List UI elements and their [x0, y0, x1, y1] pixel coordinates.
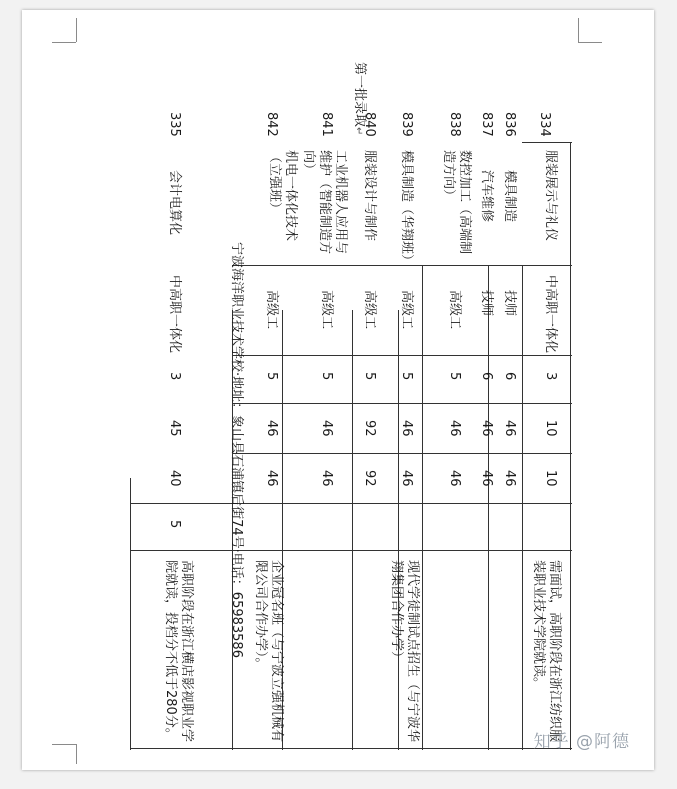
type-cell: 高级工	[362, 290, 377, 330]
row-id: 840	[362, 112, 377, 137]
value-cell: 46	[319, 470, 334, 487]
value-cell: 46	[502, 470, 517, 487]
note-cell: 现代学徒制试点招生（与宁波华翔集团合作办学）	[389, 560, 420, 743]
table-border	[522, 142, 572, 143]
value-cell: 46	[319, 420, 334, 437]
value-cell: 3	[543, 372, 558, 381]
value-cell: 46	[264, 470, 279, 487]
type-cell: 高级工	[399, 290, 414, 330]
value-cell: 46	[447, 420, 462, 437]
row-id: 841	[319, 112, 334, 137]
table-border	[422, 265, 423, 750]
note-cell: 高职阶段在浙江横店影视职业学院就读，投档分不低于280分。	[163, 560, 194, 743]
section-label: 第一批录取↵	[352, 62, 367, 136]
value-cell: 5	[167, 520, 182, 529]
crop-mark	[52, 744, 76, 745]
type-cell: 中高职一体化	[543, 275, 558, 354]
major-cell: 模具制造	[502, 170, 517, 223]
value-cell: 46	[399, 420, 414, 437]
value-cell: 45	[167, 420, 182, 437]
table-border	[352, 310, 353, 750]
value-cell: 46	[447, 470, 462, 487]
row-id: 335	[167, 112, 182, 137]
value-cell: 10	[543, 420, 558, 437]
major-cell: 模具制造（华翔班）	[399, 150, 414, 268]
crop-mark	[76, 18, 77, 42]
crop-mark	[76, 744, 77, 764]
value-cell: 92	[362, 470, 377, 487]
value-cell: 46	[399, 470, 414, 487]
major-cell: 汽车维修	[479, 170, 494, 223]
row-id: 334	[537, 112, 552, 137]
table-border	[232, 355, 572, 356]
table-border	[130, 503, 572, 504]
type-cell: 技师	[502, 290, 517, 317]
row-id: 836	[502, 112, 517, 137]
value-cell: 46	[479, 420, 494, 437]
value-cell: 6	[479, 372, 494, 381]
note-cell: 企业冠名班（与宁波立强机械有限公司合作办学）。	[253, 560, 284, 743]
value-cell: 5	[319, 372, 334, 381]
type-cell: 高级工	[264, 290, 279, 330]
type-cell: 技师	[479, 290, 494, 317]
note-cell: 需面试，高职阶段在浙江纺织服装职业技术学院就读。	[531, 560, 562, 743]
table-border	[488, 265, 489, 750]
major-cell: 会计电算化	[167, 170, 182, 236]
value-cell: 5	[264, 372, 279, 381]
row-id: 837	[479, 112, 494, 137]
major-cell: 工业机器人应用与维护（智能制造方向）	[301, 150, 348, 255]
table-border	[130, 748, 572, 749]
value-cell: 40	[167, 470, 182, 487]
value-cell: 5	[362, 372, 377, 381]
row-id: 839	[399, 112, 414, 137]
value-cell: 46	[479, 470, 494, 487]
value-cell: 46	[502, 420, 517, 437]
watermark: 知乎 @阿德	[533, 732, 630, 752]
table-border	[130, 478, 131, 750]
value-cell: 3	[167, 372, 182, 381]
major-cell: 机电一体化技术（立强班）	[267, 150, 298, 242]
value-cell: 46	[264, 420, 279, 437]
school-address-line: 宁波海洋职业技术学校·地址：象山县石浦镇后街74号·电话：65983586	[229, 242, 244, 658]
table-border	[570, 142, 571, 750]
crop-mark	[52, 42, 76, 43]
value-cell: 5	[447, 372, 462, 381]
crop-mark	[578, 42, 602, 43]
table-border	[232, 403, 572, 404]
row-id: 842	[264, 112, 279, 137]
type-cell: 高级工	[319, 290, 334, 330]
type-cell: 高级工	[447, 290, 462, 330]
major-cell: 服装展示与礼仪	[543, 150, 558, 242]
row-id: 838	[447, 112, 462, 137]
value-cell: 5	[399, 372, 414, 381]
table-border	[130, 550, 572, 551]
value-cell: 92	[362, 420, 377, 437]
value-cell: 10	[543, 470, 558, 487]
document-page	[22, 10, 654, 770]
major-cell: 数控加工（高端制造方向）	[441, 150, 472, 255]
type-cell: 中高职一体化	[167, 275, 182, 354]
crop-mark	[578, 18, 579, 42]
table-border	[232, 453, 572, 454]
major-cell: 服装设计与制作	[362, 150, 377, 242]
value-cell: 6	[502, 372, 517, 381]
